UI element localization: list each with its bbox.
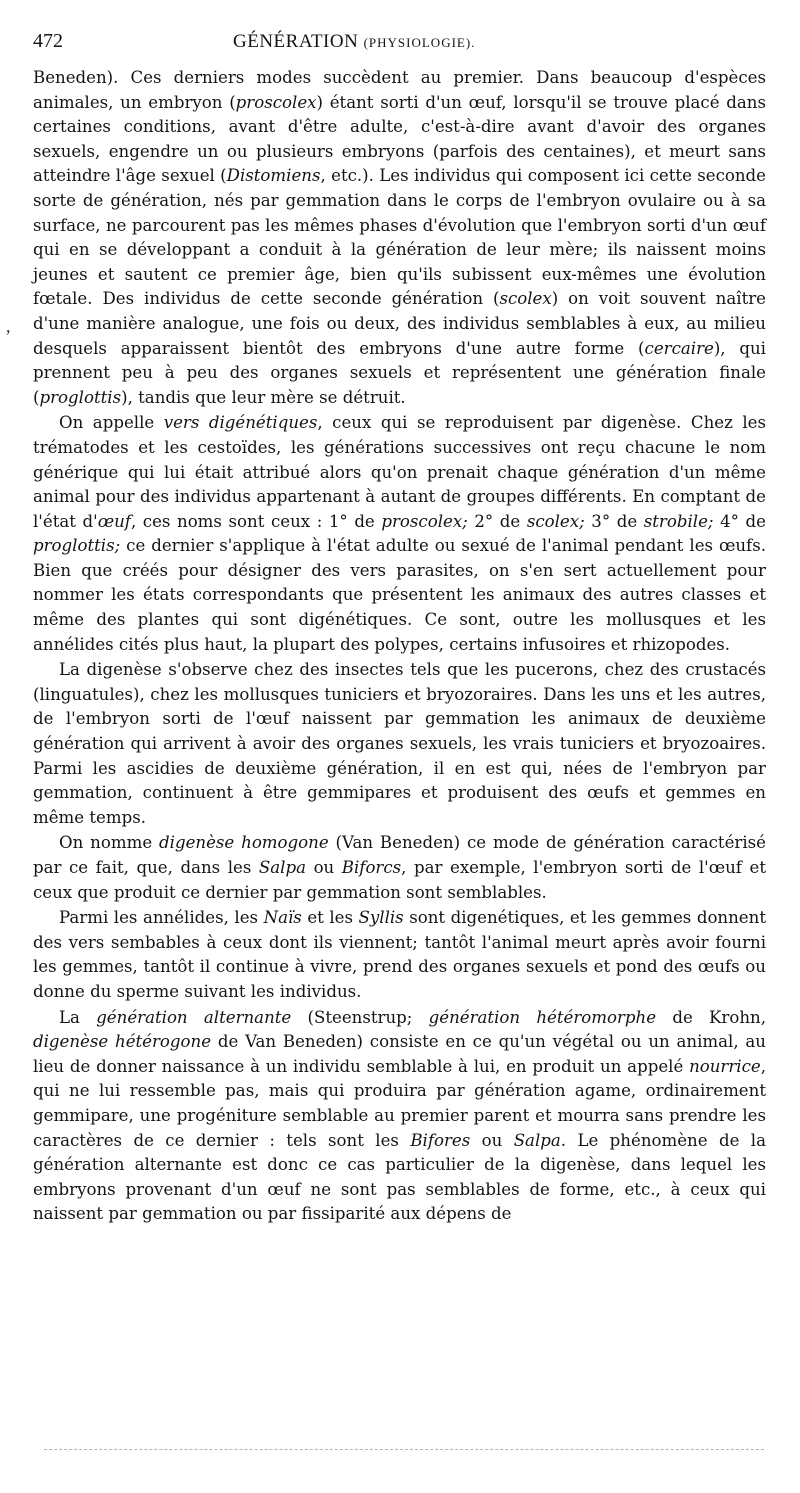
text-segment: ) on voit souvent naître d'une manière analogue, une fois ou deux, des individus semblables à eux, au milieu desquels apparaissent bientôt des embryons d'une autre forme ( (33, 289, 766, 358)
paragraph (33, 1006, 766, 1227)
text-segment: 3° de (584, 511, 644, 531)
text-segment: et les (301, 908, 359, 928)
paragraph (33, 66, 766, 410)
italic-term: génération hétéromorphe (428, 1007, 657, 1027)
footer-rule (44, 1449, 764, 1450)
italic-term: cercaire (644, 338, 714, 358)
text-segment: ), qui prennent peu à peu des organes sexuels et représentent une génération finale ( (33, 338, 766, 407)
text-segment: (Steenstrup; (291, 1007, 429, 1027)
text-segment: , etc.). Les individus qui composent ici cette seconde sorte de génération, nés par gemmation dans le corps de l'embryon ovulaire ou à sa surface, ne parcourent pas les mêmes phases d'évolution que l'embryon sorti d'un œuf qui en se développant a conduit à la génération de leur mère; ils naissent moins jeunes et sautent ce premier âge, bien qu'ils subissent eux-mêmes une évolution fœtale. Des individus de cette seconde génération ( (33, 166, 766, 309)
text-segment: Parmi les annélides, les (59, 908, 264, 928)
italic-term: nourrice (689, 1056, 761, 1076)
italic-term: strobile; (643, 511, 714, 531)
italic-term: vers digénétiques (163, 413, 318, 433)
italic-term: Naïs (263, 908, 302, 928)
italic-term: Syllis (358, 908, 404, 928)
text-segment: , ces noms sont ceux : 1° de (130, 511, 382, 531)
text-segment: de Krohn, (656, 1007, 767, 1027)
margin-mark: , (6, 316, 11, 336)
italic-term: Salpa (513, 1130, 561, 1150)
italic-term: digenèse hétérogone (33, 1032, 212, 1052)
paragraph (33, 658, 766, 830)
running-subtitle: (PHYSIOLOGIE). (363, 35, 476, 50)
italic-term: scolex (499, 289, 552, 309)
text-segment: Beneden). Ces derniers modes succèdent au premier. Dans beaucoup d'espèces animales, un embryon ( (33, 68, 766, 112)
text-segment: ou (470, 1130, 514, 1150)
text-segment: 4° de (713, 511, 766, 531)
text-segment: de Van Beneden) consiste en ce qu'un végétal ou un animal, au lieu de donner naissance à un individu semblable à lui, en produit un appelé (33, 1032, 766, 1076)
italic-term: proglottis (39, 387, 122, 407)
page-header (33, 30, 766, 66)
page-number: 472 (33, 30, 63, 52)
text-segment: (Van Beneden) ce mode de génération caractérisé par ce fait, que, dans les (33, 833, 766, 877)
italic-term: Distomiens (226, 166, 321, 186)
paragraph (33, 906, 766, 1004)
italic-term: scolex; (526, 511, 585, 531)
italic-term: digenèse homogone (159, 833, 329, 853)
paragraph (33, 831, 766, 905)
text-segment: 2° de (467, 511, 527, 531)
italic-term: proscolex (235, 92, 317, 112)
text-segment: La digenèse s'observe chez des insectes tels que les pucerons, chez des crustacés (linguatules), chez les mollusques tuniciers et bryozoraires. Dans les uns et les autres, de l'embryon sorti de l'œuf naissent par gemmation les animaux de deuxième génération qui arrivent à avoir des organes sexuels, les vrais tuniciers et bryozoaires. Parmi les ascidies de deuxième génération, il en est qui, nées de l'embryon par gemmation, continuent à être gemmipares et produisent des œufs et gemmes en même temps. (33, 660, 766, 827)
italic-term: Bifores (410, 1130, 471, 1150)
text-segment: sont digenétiques, et les gemmes donnent des vers sembables à ceux dont ils viennent; tantôt l'animal meurt après avoir fourni les gemmes, tantôt il continue à vivre, prend des organes sexuels et pond des œufs ou donne du sperme suivant les individus. (33, 908, 766, 1001)
text-segment: ou (306, 858, 342, 877)
text-segment: ce dernier s'applique à l'état adulte ou sexué de l'animal pendant les œufs. Bien que créés pour désigner des vers parasites, on s'en sert actuellement pour nommer les états correspondants que présentent les animaux des autres classes et même des plantes qui sont digénétiques. Ce sont, outre les mollusques et les annélides cités plus haut, la plupart des polypes, certains infusoires et rhizopodes. (33, 536, 766, 654)
text-segment: , par exemple, l'embryon sorti de l'œuf et ceux que produit ce dernier par gemmation sont semblables. (33, 858, 766, 902)
running-head (233, 31, 475, 53)
text-segment: , qui ne lui ressemble pas, mais qui produira par génération agame, ordinairement gemmipare, une progéniture semblable au premier parent et mourra sans prendre les caractères de ce dernier : tels sont les (33, 1056, 766, 1150)
italic-term: génération alternante (96, 1007, 292, 1027)
body-text (33, 66, 766, 1227)
text-segment: ), tandis que leur mère se détruit. (121, 387, 406, 407)
text-segment: On appelle (59, 413, 164, 433)
italic-term: œuf (97, 511, 131, 531)
italic-term: Biforcs (341, 858, 402, 877)
text-segment: La (59, 1007, 97, 1027)
text-segment: ) étant sorti d'un œuf, lorsqu'il se trouve placé dans certaines conditions, avant d'être adulte, c'est-à-dire avant d'avoir des organes sexuels, engendre un ou plusieurs embryons (parfois des centaines), et meurt sans atteindre l'âge sexuel ( (33, 92, 766, 186)
italic-term: proscolex; (381, 511, 468, 531)
running-title: GÉNÉRATION (233, 31, 359, 52)
text-segment: . Le phénomène de la génération alternante est donc ce cas particulier de la digenèse, dans lequel les embryons provenant d'un œuf ne sont pas semblables de forme, etc., à ceux qui naissent par gemmation ou par fissiparité aux dépens de (33, 1130, 766, 1224)
italic-term: proglottis; (33, 536, 121, 556)
text-segment: , ceux qui se reproduisent par digenèse. Chez les trématodes et les cestoïdes, les générations successives ont reçu chacune le nom générique qui lui était attribué alors qu'on prenait chaque génération d'un même animal pour des individus appartenant à autant de groupes différents. En comptant de l'état d' (33, 413, 766, 531)
paragraph (33, 411, 766, 657)
text-segment: On nomme (59, 833, 160, 853)
italic-term: Salpa (258, 858, 307, 877)
